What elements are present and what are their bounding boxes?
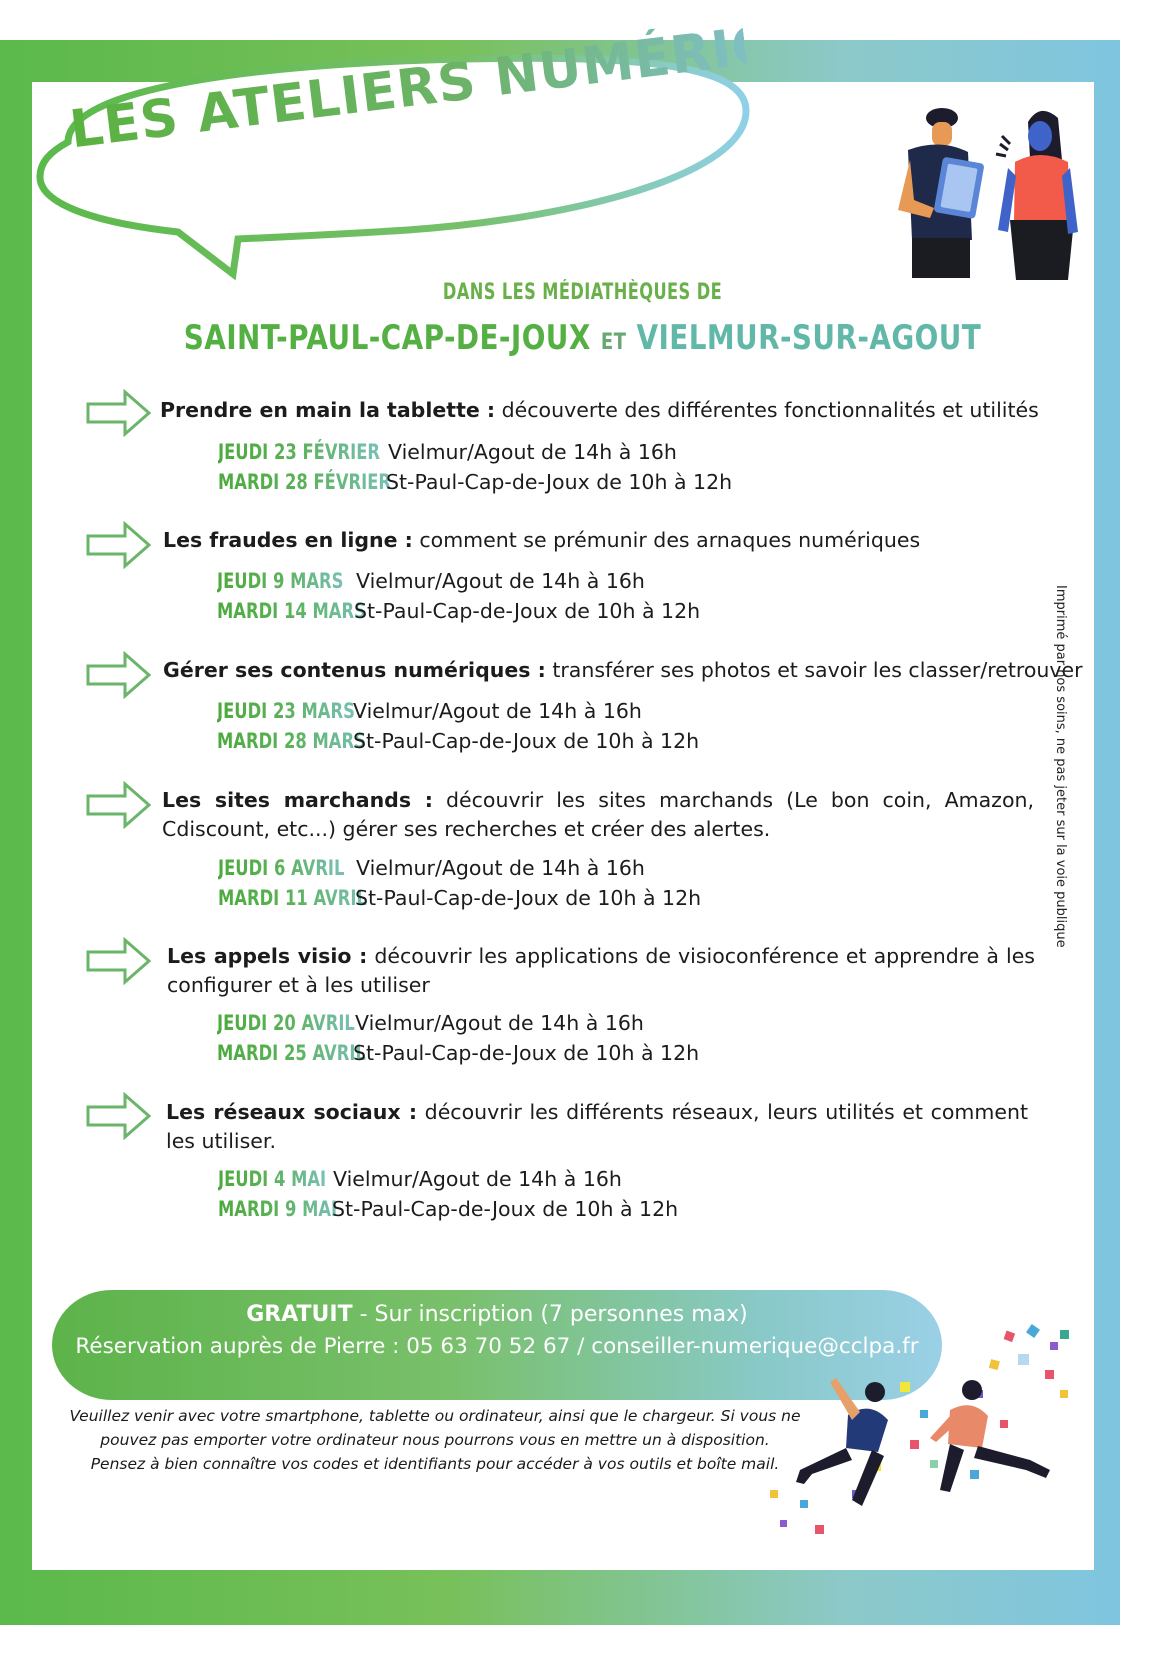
reservation-text: Réservation auprès de Pierre : 05 63 70 52 67 / conseiller-numerique@cclpa.fr	[75, 1334, 919, 1359]
workshop-desc	[163, 526, 1083, 555]
arrow-right-icon	[85, 650, 153, 700]
side-note: Imprimé par nos soins, ne pas jeter sur la voie publique	[1053, 585, 1068, 948]
session-list	[218, 437, 1118, 497]
session-row	[217, 596, 1117, 626]
footnote	[45, 1404, 825, 1476]
workshop-name: Prendre en main la tablette :	[160, 398, 496, 422]
session-place: St-Paul-Cap-de-Joux de 10h à 12h	[353, 729, 700, 753]
workshop-name: Les réseaux sociaux :	[166, 1100, 418, 1124]
workshop-desc	[166, 1098, 1028, 1156]
session-row	[218, 437, 1118, 467]
town-saint-paul: SAINT-PAUL-CAP-DE-JOUX	[183, 318, 591, 358]
session-place: St-Paul-Cap-de-Joux de 10h à 12h	[386, 470, 733, 494]
session-list	[218, 853, 1118, 913]
session-place: Vielmur/Agout de 14h à 16h	[333, 1167, 622, 1191]
footnote-line: pouvez pas emporter votre ordinateur nous pourrons vous en mettre un à disposition.	[100, 1431, 770, 1449]
page-title: LES ATELIERS NUMÉRIQUES	[67, 18, 755, 210]
session-list	[218, 1164, 1118, 1224]
workshop-text: découvrir les sites marchands (Le bon coin, Amazon, Cdiscount, etc...) gérer ses recherches et créer des alertes.	[162, 788, 1034, 841]
session-row	[217, 696, 1117, 726]
workshop-name: Les appels visio :	[167, 944, 368, 968]
session-date: MARDI 28 FÉVRIER	[218, 467, 391, 497]
jumping-people-illustration	[760, 1320, 1100, 1570]
workshop-text: découverte des différentes fonctionnalités et utilités	[495, 398, 1039, 422]
session-date: JEUDI 6 AVRIL	[218, 853, 344, 883]
workshop-desc	[163, 656, 1083, 685]
arrow-right-icon	[85, 1091, 153, 1141]
session-place: Vielmur/Agout de 14h à 16h	[355, 1011, 644, 1035]
workshop-text: découvrir les différents réseaux, leurs utilités et comment les utiliser.	[166, 1100, 1029, 1153]
session-row	[218, 883, 1118, 913]
session-row	[218, 1194, 1118, 1224]
inscription-text: - Sur inscription (7 personnes max)	[352, 1302, 748, 1327]
subtitle-et: ET	[600, 330, 627, 355]
session-date: MARDI 14 MARS	[217, 596, 366, 626]
workshop-desc	[167, 942, 1035, 1000]
session-place: Vielmur/Agout de 14h à 16h	[353, 699, 642, 723]
town-vielmur: VIELMUR-SUR-AGOUT	[636, 318, 982, 358]
arrow-right-icon	[85, 780, 153, 830]
arrow-right-icon	[85, 936, 153, 986]
session-date: MARDI 11 AVRIL	[218, 883, 367, 913]
session-list	[217, 696, 1117, 756]
session-date: JEUDI 4 MAI	[218, 1164, 326, 1194]
session-place: St-Paul-Cap-de-Joux de 10h à 12h	[355, 886, 702, 910]
session-place: St-Paul-Cap-de-Joux de 10h à 12h	[332, 1197, 679, 1221]
subtitle-mediatheques: DANS LES MÉDIATHÈQUES DE	[442, 280, 723, 305]
session-date: JEUDI 9 MARS	[217, 566, 343, 596]
session-row	[218, 467, 1118, 497]
session-row	[218, 1164, 1118, 1194]
session-date: MARDI 25 AVRIL	[217, 1038, 366, 1068]
session-place: Vielmur/Agout de 14h à 16h	[356, 856, 645, 880]
workshop-name: Les sites marchands :	[162, 788, 433, 812]
session-date: MARDI 9 MAI	[218, 1194, 337, 1224]
workshop-name: Les fraudes en ligne :	[163, 528, 413, 552]
session-place: Vielmur/Agout de 14h à 16h	[356, 569, 645, 593]
session-list	[217, 1008, 1117, 1068]
session-date: JEUDI 23 FÉVRIER	[218, 437, 380, 467]
people-tablet-illustration	[890, 100, 1090, 285]
session-date: JEUDI 23 MARS	[217, 696, 355, 726]
session-place: St-Paul-Cap-de-Joux de 10h à 12h	[353, 1041, 700, 1065]
session-row	[217, 1038, 1117, 1068]
workshop-name: Gérer ses contenus numériques :	[163, 658, 546, 682]
workshop-text: transférer ses photos et savoir les classer/retrouver	[545, 658, 1083, 682]
arrow-right-icon	[85, 520, 153, 570]
session-row	[217, 1008, 1117, 1038]
session-date: MARDI 28 MARS	[217, 726, 366, 756]
session-place: St-Paul-Cap-de-Joux de 10h à 12h	[354, 599, 701, 623]
session-place: Vielmur/Agout de 14h à 16h	[388, 440, 677, 464]
workshop-text: découvrir les applications de visioconférence et apprendre à les configurer et à les utiliser	[167, 944, 1035, 997]
session-date: JEUDI 20 AVRIL	[217, 1008, 355, 1038]
session-row	[218, 853, 1118, 883]
workshop-desc	[162, 786, 1034, 844]
gratuit-label: GRATUIT	[246, 1302, 353, 1327]
subtitle-towns	[105, 318, 1060, 358]
session-list	[217, 566, 1117, 626]
session-row	[217, 726, 1117, 756]
workshop-text: comment se prémunir des arnaques numériques	[412, 528, 921, 552]
arrow-right-icon	[85, 388, 153, 438]
session-row	[217, 566, 1117, 596]
footnote-line: Veuillez venir avec votre smartphone, tablette ou ordinateur, ainsi que le chargeur. Si vous ne	[69, 1407, 801, 1425]
footnote-line: Pensez à bien connaître vos codes et identifiants pour accéder à vos outils et boîte mail.	[90, 1455, 780, 1473]
workshop-desc	[160, 396, 1080, 425]
